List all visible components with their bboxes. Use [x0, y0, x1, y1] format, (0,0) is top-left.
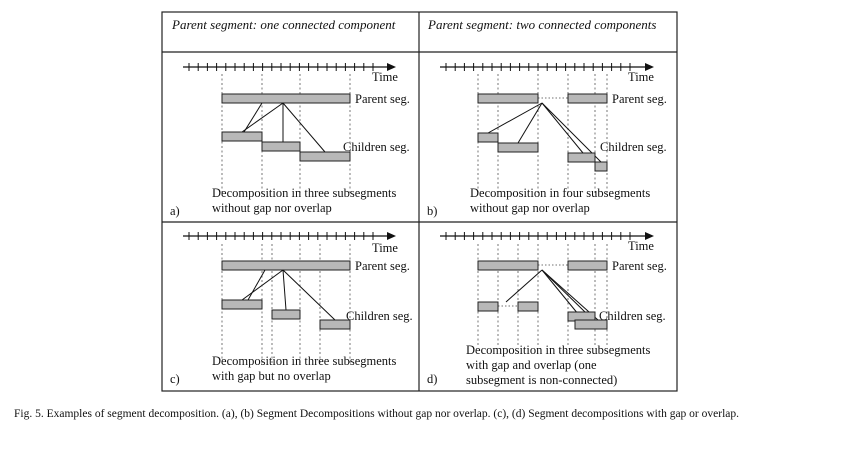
- child-segment-b-0: [478, 133, 498, 142]
- children-label-c: Children seg.: [346, 309, 413, 323]
- time-label-d: Time: [628, 239, 654, 253]
- child-segment-c-1: [272, 310, 300, 319]
- header-left: Parent segment: one connected component: [172, 17, 396, 32]
- decomposition-link-c-1: [283, 270, 286, 310]
- panel-d: [427, 232, 667, 387]
- panel-tag-b: b): [427, 204, 438, 218]
- children-label-d: Children seg.: [599, 309, 666, 323]
- time-label-c: Time: [372, 241, 398, 255]
- panel-description-b-1: without gap nor overlap: [470, 201, 590, 215]
- children-label-b: Children seg.: [600, 140, 667, 154]
- decomposition-link-b-2: [542, 103, 583, 153]
- panel-description-a-1: without gap nor overlap: [212, 201, 332, 215]
- parent-segment-c-0: [222, 261, 350, 270]
- header-right: Parent segment: two connected components: [428, 17, 657, 32]
- decomposition-link-d-0: [506, 270, 542, 302]
- time-label-a: Time: [372, 70, 398, 84]
- panel-a: [170, 63, 410, 218]
- panel-description-d-1: with gap and overlap (one: [466, 358, 597, 372]
- child-segment-b-1: [498, 143, 538, 152]
- decomposition-link-b-1: [518, 103, 542, 143]
- parent-label-b: Parent seg.: [612, 92, 667, 106]
- panel-description-d-0: Decomposition in three subsegments: [466, 343, 651, 357]
- panel-description-a-0: Decomposition in three subsegments: [212, 186, 397, 200]
- child-segment-c-0: [222, 300, 262, 309]
- parent-segment-d-1: [568, 261, 607, 270]
- child-segment-a-0: [222, 132, 262, 141]
- panel-b: [427, 63, 667, 218]
- parent-label-c: Parent seg.: [355, 259, 410, 273]
- decomposition-link-a-0: [242, 103, 283, 132]
- panel-tag-d: d): [427, 372, 438, 386]
- parent-label-d: Parent seg.: [612, 259, 667, 273]
- panel-c: [170, 232, 413, 386]
- panel-tag-c: c): [170, 372, 180, 386]
- panel-description-c-0: Decomposition in three subsegments: [212, 354, 397, 368]
- parent-segment-b-1: [568, 94, 607, 103]
- child-segment-d-1: [518, 302, 538, 311]
- time-label-b: Time: [628, 70, 654, 84]
- parent-segment-d-0: [478, 261, 538, 270]
- child-segment-a-1: [262, 142, 300, 151]
- decomposition-link-a-3: [244, 103, 262, 132]
- panel-description-c-1: with gap but no overlap: [212, 369, 331, 383]
- parent-label-a: Parent seg.: [355, 92, 410, 106]
- figure-caption: Fig. 5. Examples of segment decomposition. (a), (b) Segment Decompositions without gap nor overlap. (c), (d) Segment decompositions with gap or overlap.: [14, 408, 739, 420]
- child-segment-b-3: [595, 162, 607, 171]
- children-label-a: Children seg.: [343, 140, 410, 154]
- child-segment-b-2: [568, 153, 595, 162]
- panel-description-b-0: Decomposition in four subsegments: [470, 186, 651, 200]
- time-axis-arrow-c: [387, 232, 396, 240]
- parent-segment-a-0: [222, 94, 350, 103]
- panel-description-d-2: subsegment is non-connected): [466, 373, 618, 387]
- decomposition-link-b-0: [488, 103, 542, 133]
- panel-tag-a: a): [170, 204, 180, 218]
- parent-segment-b-0: [478, 94, 538, 103]
- child-segment-d-0: [478, 302, 498, 311]
